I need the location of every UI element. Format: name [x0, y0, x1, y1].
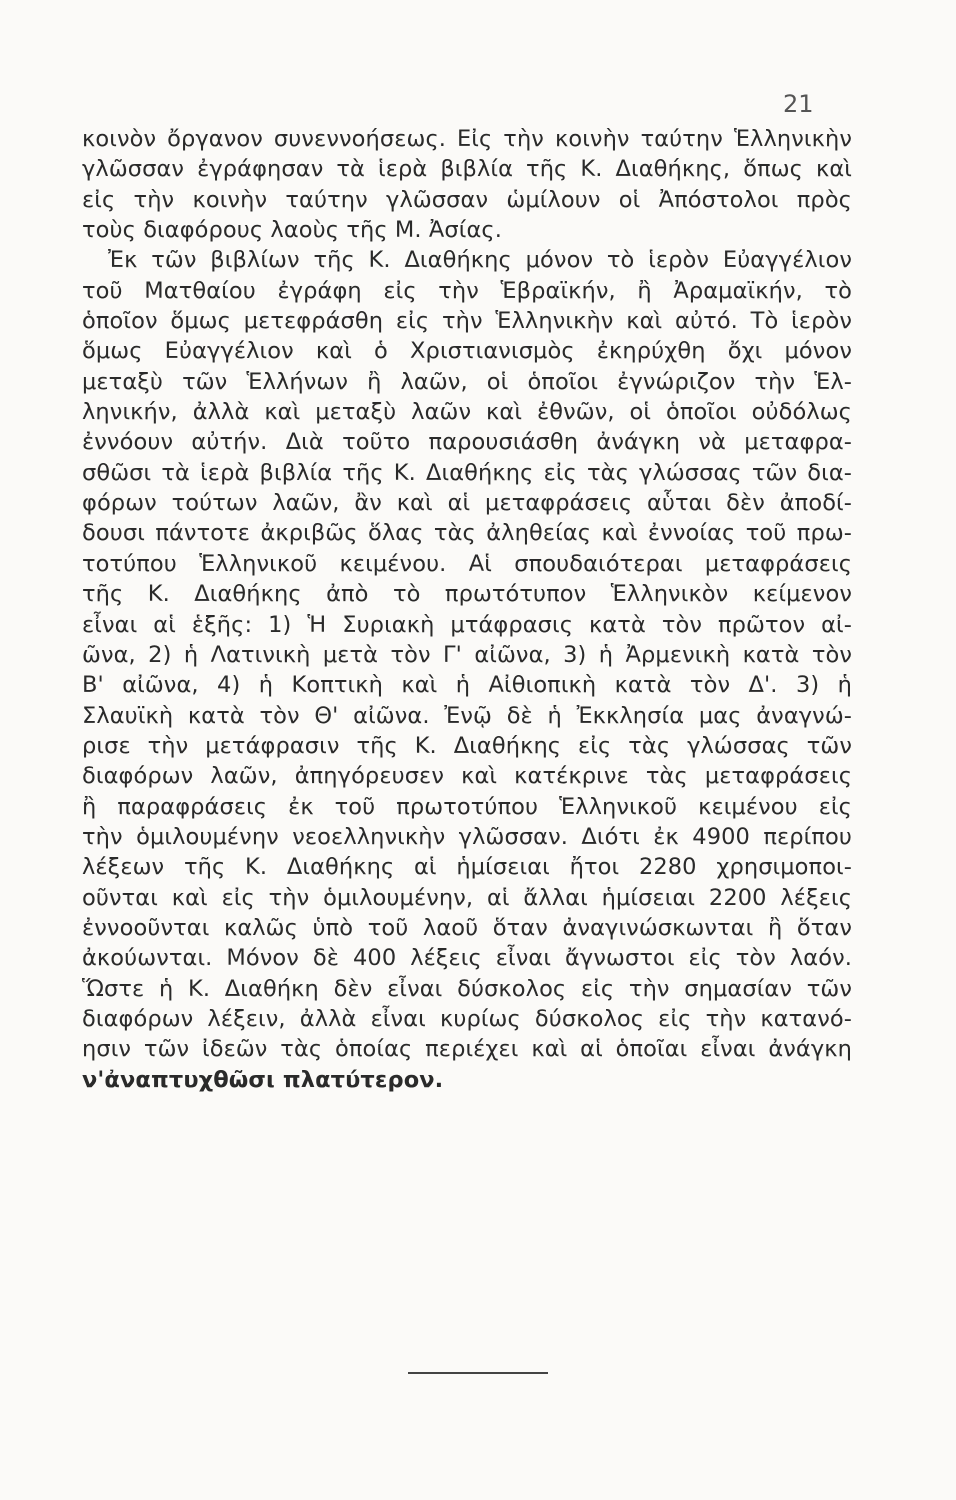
text-line: γλῶσσαν ἐγράφησαν τὰ ἱερὰ βιβλία τῆς Κ. Διαθήκης, ὅπως καὶ	[82, 156, 852, 183]
text-line: ἀκούωνται. Μόνον δὲ 400 λέξεις εἶναι ἄγνωστοι εἰς τὸν λαόν.	[82, 945, 852, 972]
text-line: σθῶσι τὰ ἱερὰ βιβλία τῆς Κ. Διαθήκης εἰς τὰς γλώσσας τῶν δια-	[82, 459, 852, 486]
text-line: ὁποῖον ὅμως μετεφράσθη εἰς τὴν Ἑλληνικὴν καὶ αὐτό. Τὸ ἱερὸν	[82, 308, 852, 335]
text-line: φόρων τούτων λαῶν, ἂν καὶ αἱ μεταφράσεις αὗται δὲν ἀποδί-	[82, 490, 852, 517]
text-line: ὅμως Εὐαγγέλιον καὶ ὁ Χριστιανισμὸς ἐκηρύχθη ὄχι μόνον	[82, 338, 852, 365]
text-line: τὴν ὁμιλουμένην νεοελληνικὴν γλῶσσαν. Διότι ἐκ 4900 περίπου	[82, 823, 852, 850]
text-line: ρισε τὴν μετάφρασιν τῆς Κ. Διαθήκης εἰς τὰς γλώσσας τῶν	[82, 732, 852, 759]
text-line: λέξεων τῆς Κ. Διαθήκης αἱ ἡμίσειαι ἤτοι 2280 χρησιμοποι-	[82, 854, 852, 881]
page-number: 21	[783, 90, 814, 118]
text-line: διαφόρων λέξειν, ἀλλὰ εἶναι κυρίως δύσκολος εἰς τὴν κατανό-	[82, 1005, 852, 1032]
text-line: τοτύπου Ἑλληνικοῦ κειμένου. Αἱ σπουδαιότεραι μεταφράσεις	[82, 550, 852, 577]
text-line: δουσι πάντοτε ἀκριβῶς ὅλας τὰς ἀληθείας καὶ ἐννοίας τοῦ πρω-	[82, 520, 852, 547]
text-line: διαφόρων λαῶν, ἀπηγόρευσεν καὶ κατέκρινε τὰς μεταφράσεις	[82, 763, 852, 790]
text-line: εἶναι αἱ ἑξῆς: 1) Ἡ Συριακὴ μτάφρασις κατὰ τὸν πρῶτον αἰ-	[82, 611, 852, 638]
section-divider	[408, 1372, 548, 1374]
text-line: Ὥστε ἡ Κ. Διαθήκη δὲν εἶναι δύσκολος εἰς τὴν σημασίαν τῶν	[82, 975, 852, 1002]
text-line: ῶνα, 2) ἡ Λατινικὴ μετὰ τὸν Γ' αἰῶνα, 3) ἡ Ἀρμενικὴ κατὰ τὸν	[82, 641, 852, 668]
text-line: τοὺς διαφόρους λαοὺς τῆς Μ. Ἀσίας.	[82, 217, 502, 244]
text-line: ληνικήν, ἀλλὰ καὶ μεταξὺ λαῶν καὶ ἐθνῶν, οἱ ὁποῖοι οὐδόλως	[82, 399, 852, 426]
text-line: Β' αἰῶνα, 4) ἡ Κοπτικὴ καὶ ἡ Αἰθιοπικὴ κατὰ τὸν Δ'. 3) ἡ	[82, 672, 852, 699]
text-line: Σλαυϊκὴ κατὰ τὸν Θ' αἰῶνα. Ἐνῷ δὲ ἡ Ἐκκλησία μας ἀναγνώ-	[82, 702, 852, 729]
text-line: οῦνται καὶ εἰς τὴν ὁμιλουμένην, αἱ ἄλλαι ἡμίσειαι 2200 λέξεις	[82, 884, 852, 911]
text-line: ἢ παραφράσεις ἐκ τοῦ πρωτοτύπου Ἑλληνικοῦ κειμένου εἰς	[82, 793, 852, 820]
text-line: κοινὸν ὄργανον συνεννοήσεως. Εἰς τὴν κοινὴν ταύτην Ἑλληνικὴν	[82, 126, 852, 152]
text-line: Ἐκ τῶν βιβλίων τῆς Κ. Διαθήκης μόνον τὸ ἱερὸν Εὐαγγέλιον	[108, 247, 852, 274]
body-text	[82, 124, 852, 1095]
text-line: ἐννοοῦνται καλῶς ὑπὸ τοῦ λαοῦ ὅταν ἀναγινώσκωνται ἢ ὅταν	[82, 914, 852, 941]
text-line: ησιν τῶν ἰδεῶν τὰς ὁποίας περιέχει καὶ αἱ ὁποῖαι εἶναι ἀνάγκη	[82, 1036, 852, 1063]
text-line: τῆς Κ. Διαθήκης ἀπὸ τὸ πρωτότυπον Ἑλληνικὸν κείμενον	[82, 581, 852, 608]
text-line: ν'ἀναπτυχθῶσι πλατύτερον.	[82, 1066, 444, 1093]
text-line: μεταξὺ τῶν Ἑλλήνων ἢ λαῶν, οἱ ὁποῖοι ἐγνώριζον τὴν Ἑλ-	[82, 368, 852, 395]
text-line: εἰς τὴν κοινὴν ταύτην γλῶσσαν ὡμίλουν οἱ Ἀπόστολοι πρὸς	[82, 186, 852, 213]
text-line: ἐννόουν αὐτήν. Διὰ τοῦτο παρουσιάσθη ἀνάγκη νὰ μεταφρα-	[82, 429, 852, 456]
text-line: τοῦ Ματθαίου ἐγράφη εἰς τὴν Ἑβραϊκήν, ἢ Ἀραμαϊκήν, τὸ	[82, 277, 852, 304]
